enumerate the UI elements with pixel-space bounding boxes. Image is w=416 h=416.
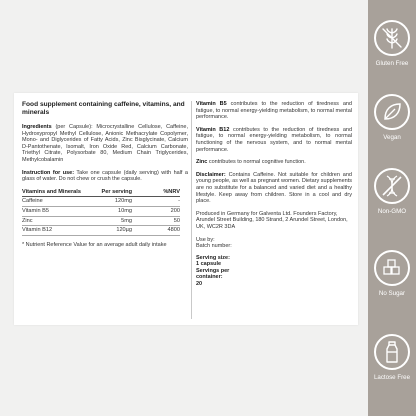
servings-per-container-label: Servings per container: [196, 267, 230, 281]
servings-per-container-value: 20 [196, 281, 203, 288]
label-title: Food supplement containing caffeine, vitamins, and minerals [22, 101, 185, 116]
disclaimer-heading: Disclaimer: [196, 171, 226, 178]
zinc-text: contributes to normal cognitive function. [208, 159, 306, 166]
badge-label: Vegan [383, 134, 401, 141]
produced-by-text: Produced in Germany for Galventa Ltd. Founders Factory, Arundel Street Building, 180 Strand, 2 Arundel Street, London, UK, WC2R 3DA [196, 210, 348, 230]
table-header-nutrient: Vitamins and Minerals [22, 189, 100, 197]
table-header-nrv: %NRV [132, 189, 180, 197]
serving-size-value: 1 capsule [196, 261, 222, 268]
table-header-per-serving: Per serving [100, 189, 132, 197]
ingredients-paragraph [22, 124, 188, 164]
badge-non-gmo [368, 168, 416, 215]
b5-name: Vitamin B5 [196, 101, 227, 107]
table-cell: 50 [132, 216, 180, 226]
b12-claim [196, 127, 352, 153]
b12-name: Vitamin B12 [196, 126, 230, 133]
batch-number-label: Batch number: [196, 243, 232, 250]
badge-label: Non-GMO [377, 208, 407, 215]
table-cell: - [132, 197, 180, 207]
table-cell: 4800 [132, 226, 180, 236]
table-cell: Vitamin B5 [22, 206, 100, 216]
leaf-icon [374, 94, 410, 130]
table-row [22, 216, 180, 226]
nutrition-table [22, 189, 180, 236]
b12-text: contributes to the reduction of tiredness and fatigue, to normal energy-yielding metabolism, to normal functioning of the nervous system, and to normal mental performance. [196, 126, 353, 153]
milk-bottle-icon [374, 334, 410, 370]
table-cell: Zinc [22, 216, 100, 226]
instruction-text: Take one capsule (daily serving) with half a glass of water. Do not chew or crush the capsule. [22, 169, 188, 183]
label-right-column [196, 101, 352, 288]
sugar-cubes-icon [374, 250, 410, 286]
table-row [22, 206, 180, 216]
use-by-label: Use by: [196, 236, 215, 243]
badge-label: Lactose Free [373, 374, 411, 381]
disclaimer-paragraph [196, 172, 352, 205]
table-row [22, 226, 180, 236]
gluten-free-icon [374, 20, 410, 56]
instruction-heading: Instruction for use: [22, 169, 75, 176]
feature-sidebar [368, 0, 416, 416]
disclaimer-text: Contains Caffeine. Not suitable for children and young people, as well as pregnant women. Dietary supplements are no substitute for a balanced and varied diet and a healthy lifestyle. Keep away from children. Store in a cool and dry place. [196, 171, 352, 205]
table-cell: 200 [132, 206, 180, 216]
table-cell: 120mg [100, 197, 132, 207]
table-cell: Vitamin B12 [22, 226, 100, 236]
zinc-claim [196, 159, 352, 166]
label-left-column [22, 101, 188, 248]
b5-claim [196, 101, 352, 121]
instruction-paragraph [22, 170, 188, 183]
dna-crossed-icon [374, 168, 410, 204]
serving-size-label: Serving size: [196, 254, 230, 261]
supplement-label [14, 93, 358, 325]
badge-lactose-free [368, 334, 416, 381]
badge-gluten-free [368, 20, 416, 67]
table-cell: 10mg [100, 206, 132, 216]
nrv-footnote: * Nutrient Reference Value for an average adult daily intake [22, 241, 167, 248]
ingredients-heading: Ingredients [22, 124, 52, 130]
badge-label: No Sugar [378, 290, 406, 297]
badge-label: Gluten Free [375, 60, 409, 67]
badge-no-sugar [368, 250, 416, 297]
table-cell: 5mg [100, 216, 132, 226]
zinc-name: Zinc [196, 159, 208, 166]
table-cell: Caffeine [22, 197, 100, 207]
column-divider [191, 101, 192, 319]
table-cell: 120µg [100, 226, 132, 236]
badge-vegan [368, 94, 416, 141]
ingredients-text: (per Capsule): Microcrystalline Cellulose, Caffeine, Hydroxypropyl Methyl Cellulose, Anionic Methacrylate Copolymer, Mono- and Diglycerides of Fatty Acids, Zinc Bisglycinate, Calcium D-Pantothenate, Isomalt, Iron Oxide Red, Calcium Carbonate, Triethyl Citrate, Polysorbate 80, Medium Chain Triglycerides, Methylcobalamin [22, 124, 188, 163]
table-row [22, 197, 180, 207]
b5-text: contributes to the reduction of tiredness and fatigue, to normal energy-yielding metabolism, to normal mental performance. [196, 101, 352, 121]
